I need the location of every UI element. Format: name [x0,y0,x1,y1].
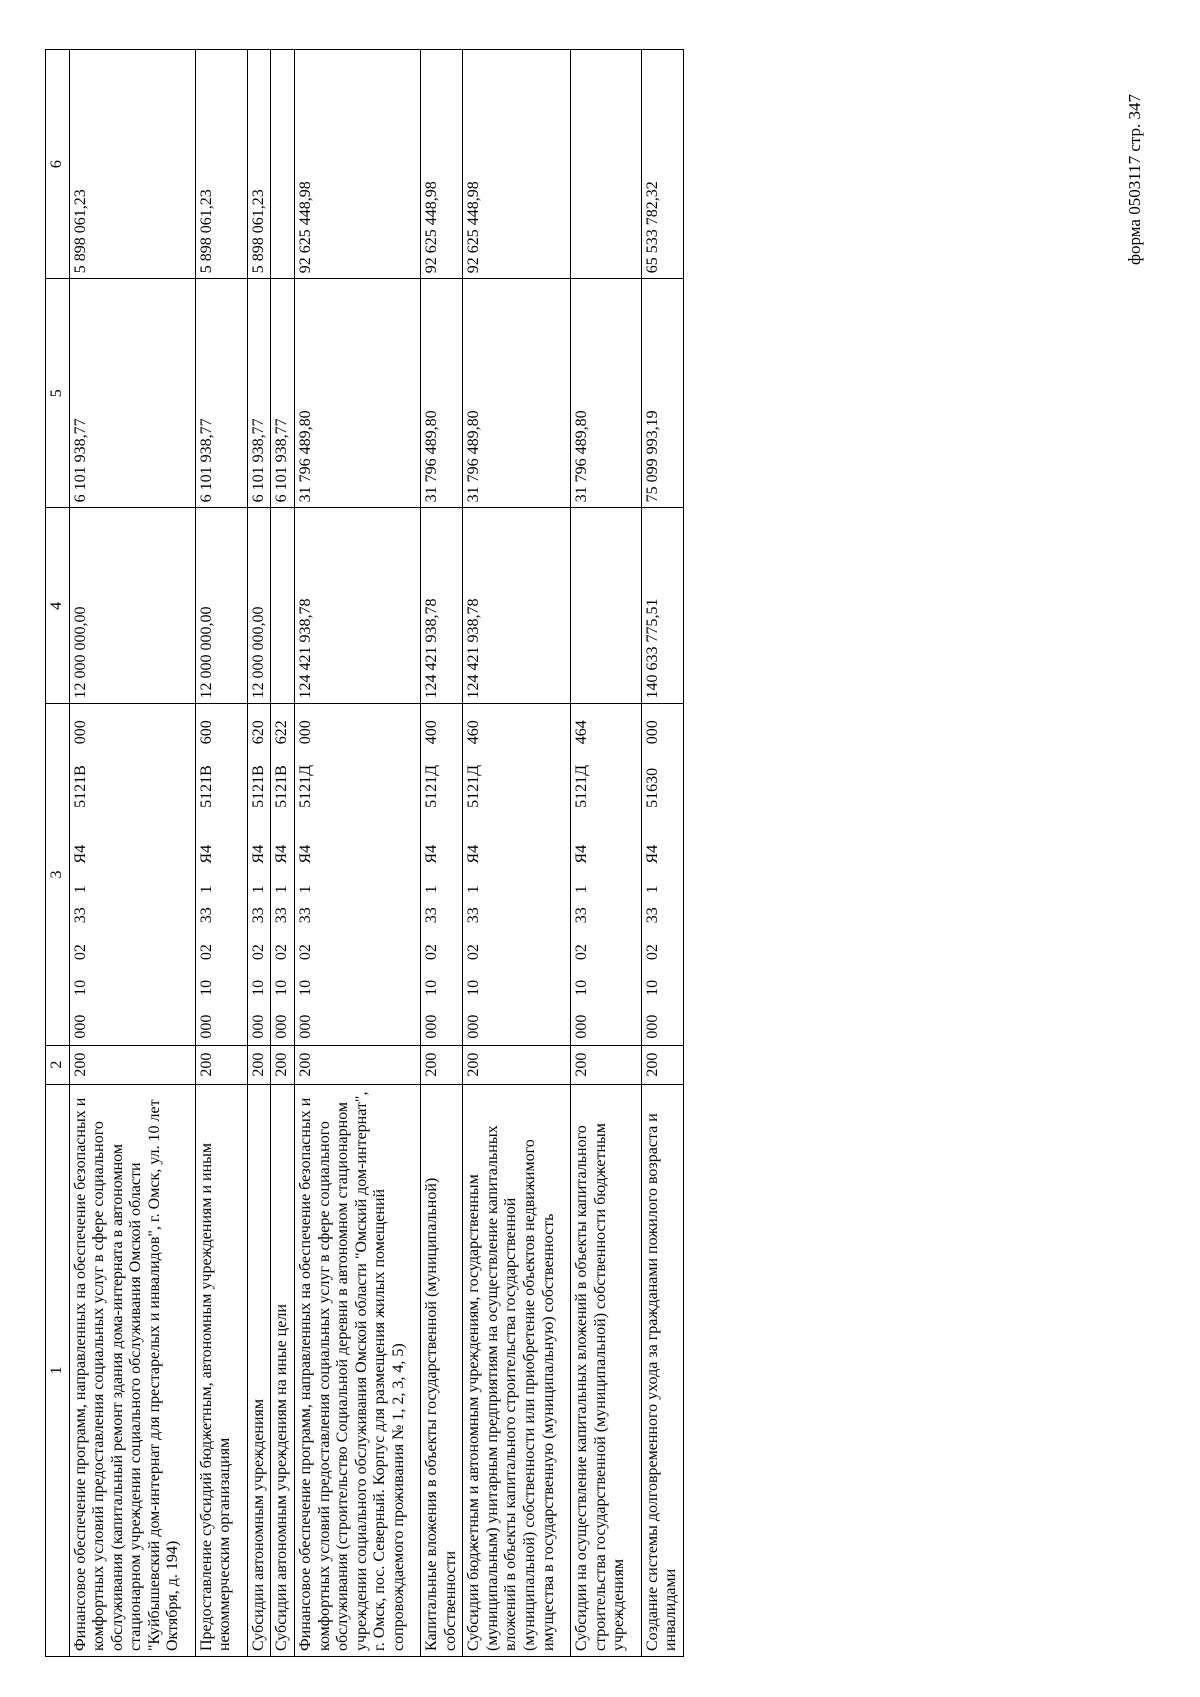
line-code: 200 [247,1045,271,1084]
code-part: 000 [297,1014,315,1039]
classification-code [571,704,642,1045]
row-name: Финансовое обеспечение программ, направленных на обеспечение безопасных и комфортных условий предоставления социальных услуг в сфере социального обслуживания (капитальный ремонт здания дома-интерната в автономном стационарном учреждении социального обслуживания Омской области "Куйбышевский дом-интернат для престарелых и инвалидов", г. Омск, ул. 10 лет Октября, д. 194) [69,1084,195,1656]
header-row [46,50,70,1657]
code-part: 1 [643,885,661,894]
code-part: 33 [273,907,291,924]
code-part: 620 [249,720,267,745]
line-code: 200 [69,1045,195,1084]
code-part: 1 [465,885,483,894]
code-part: 464 [573,720,591,745]
code-part: 622 [273,720,291,745]
code-part: 1 [197,885,215,894]
code-part: 33 [465,907,483,924]
approved-amount: 124 421 938,78 [421,508,463,704]
code-part: 10 [297,979,315,996]
code-part: 10 [423,979,441,996]
executed-amount: 31 796 489,80 [295,279,421,508]
executed-amount: 6 101 938,77 [195,279,247,508]
line-code: 200 [571,1045,642,1084]
code-part: Я4 [643,844,661,864]
code-part: 5121В [249,765,267,808]
code-part: 5121Д [573,764,591,808]
line-code: 200 [641,1045,683,1084]
code-part: 5121В [273,765,291,808]
code-part: 51630 [643,767,661,808]
code-part: 000 [71,1014,89,1039]
code-part: 000 [643,720,661,745]
code-part: Я4 [423,844,441,864]
classification-code [271,704,295,1045]
column-header-6: 6 [46,50,70,279]
report-table [45,49,684,1657]
executed-amount: 31 796 489,80 [571,279,642,508]
code-part: 10 [249,979,267,996]
classification-code [421,704,463,1045]
unexecuted-amount: 5 898 061,23 [247,50,271,279]
approved-amount [571,508,642,704]
line-code: 200 [195,1045,247,1084]
approved-amount: 12 000 000,00 [195,508,247,704]
code-part: 33 [297,907,315,924]
code-part: Я4 [573,844,591,864]
code-part: 1 [71,885,89,894]
executed-amount: 6 101 938,77 [271,279,295,508]
approved-amount: 140 633 775,51 [641,508,683,704]
classification-code [195,704,247,1045]
unexecuted-amount: 92 625 448,98 [421,50,463,279]
unexecuted-amount [271,50,295,279]
code-part: Я4 [249,844,267,864]
code-part: 10 [71,979,89,996]
executed-amount: 6 101 938,77 [69,279,195,508]
row-name: Капитальные вложения в объекты государственной (муниципальной) собственности [421,1084,463,1656]
form-label: форма 0503117 стр. 347 [1125,94,1144,265]
code-part: Я4 [273,844,291,864]
row-name: Финансовое обеспечение программ, направленных на обеспечение безопасных и комфортных условий предоставления социальных услуг в сфере социального обслуживания (строительство Социальной деревни в автономном стационарном учреждении социального обслуживания Омской области "Омский дом-интернат", г. Омск, пос. Северный. Корпус для размещения жилых помещений сопровождаемого проживания № 1, 2, 3, 4, 5) [295,1084,421,1656]
code-part: 5121В [71,765,89,808]
approved-amount: 124 421 938,78 [295,508,421,704]
code-part: 02 [197,944,215,961]
code-part: 000 [71,720,89,745]
code-part: 5121Д [297,764,315,808]
row-name: Предоставление субсидий бюджетным, автономным учреждениям и иным некоммерческим организациям [195,1084,247,1656]
code-part: 000 [423,1014,441,1039]
code-part: 10 [573,979,591,996]
code-part: Я4 [465,844,483,864]
executed-amount: 31 796 489,80 [421,279,463,508]
code-part: 400 [423,720,441,745]
code-part: 02 [297,944,315,961]
table-row [641,50,683,1657]
code-part: Я4 [71,844,89,864]
code-part: 1 [573,885,591,894]
approved-amount: 12 000 000,00 [69,508,195,704]
table-row [421,50,463,1657]
unexecuted-amount: 65 533 782,32 [641,50,683,279]
row-name: Субсидии на осуществление капитальных вложений в объекты капитального строительства государственной (муниципальной) собственности бюджетным учреждениям [571,1084,642,1656]
code-part: 02 [423,944,441,961]
code-part: 000 [297,720,315,745]
code-part: 1 [249,885,267,894]
column-header-5: 5 [46,279,70,508]
code-part: 600 [197,720,215,745]
table-row [247,50,271,1657]
line-code: 200 [463,1045,571,1084]
code-part: 000 [273,1014,291,1039]
row-name: Субсидии бюджетным и автономным учреждениям, государственным (муниципальным) унитарным предприятиям на осуществление капитальных вложений в объекты капитального строительства государственной (муниципальной) собственности или приобретение объектов недвижимого имущества в государственную (муниципальную) собственность [463,1084,571,1656]
code-part: 33 [197,907,215,924]
row-name: Создание системы долговременного ухода за гражданами пожилого возраста и инвалидами [641,1084,683,1656]
unexecuted-amount: 92 625 448,98 [295,50,421,279]
code-part: 000 [573,1014,591,1039]
code-part: Я4 [197,844,215,864]
code-part: 33 [423,907,441,924]
code-part: 000 [197,1014,215,1039]
code-part: 33 [643,907,661,924]
classification-code [641,704,683,1045]
code-part: 10 [273,979,291,996]
classification-code [69,704,195,1045]
code-part: 10 [197,979,215,996]
unexecuted-amount: 5 898 061,23 [69,50,195,279]
code-part: 1 [273,885,291,894]
executed-amount: 6 101 938,77 [247,279,271,508]
code-part: 5121Д [423,764,441,808]
approved-amount: 124 421 938,78 [463,508,571,704]
code-part: 000 [465,1014,483,1039]
column-header-1: 1 [46,1084,70,1656]
table-row [463,50,571,1657]
code-part: 02 [573,944,591,961]
code-part: 5121В [197,765,215,808]
row-name: Субсидии автономным учреждениям на иные цели [271,1084,295,1656]
code-part: 33 [249,907,267,924]
code-part: 33 [71,907,89,924]
column-header-4: 4 [46,508,70,704]
code-part: 33 [573,907,591,924]
code-part: 000 [249,1014,267,1039]
classification-code [463,704,571,1045]
code-part: 1 [423,885,441,894]
unexecuted-amount [571,50,642,279]
code-part: 10 [465,979,483,996]
code-part: 02 [71,944,89,961]
code-part: Я4 [297,844,315,864]
code-part: 02 [643,944,661,961]
code-part: 10 [643,979,661,996]
row-name: Субсидии автономным учреждениям [247,1084,271,1656]
executed-amount: 31 796 489,80 [463,279,571,508]
approved-amount [271,508,295,704]
table-row [69,50,195,1657]
unexecuted-amount: 5 898 061,23 [195,50,247,279]
table-row [571,50,642,1657]
code-part: 460 [465,720,483,745]
line-code: 200 [271,1045,295,1084]
line-code: 200 [421,1045,463,1084]
executed-amount: 75 099 993,19 [641,279,683,508]
unexecuted-amount: 92 625 448,98 [463,50,571,279]
code-part: 000 [643,1014,661,1039]
approved-amount: 12 000 000,00 [247,508,271,704]
code-part: 1 [297,885,315,894]
classification-code [295,704,421,1045]
table-row [295,50,421,1657]
column-header-2: 2 [46,1045,70,1084]
code-part: 02 [273,944,291,961]
classification-code [247,704,271,1045]
table-row [271,50,295,1657]
line-code: 200 [295,1045,421,1084]
column-header-3: 3 [46,704,70,1045]
code-part: 5121Д [465,764,483,808]
code-part: 02 [465,944,483,961]
code-part: 02 [249,944,267,961]
table-row [195,50,247,1657]
